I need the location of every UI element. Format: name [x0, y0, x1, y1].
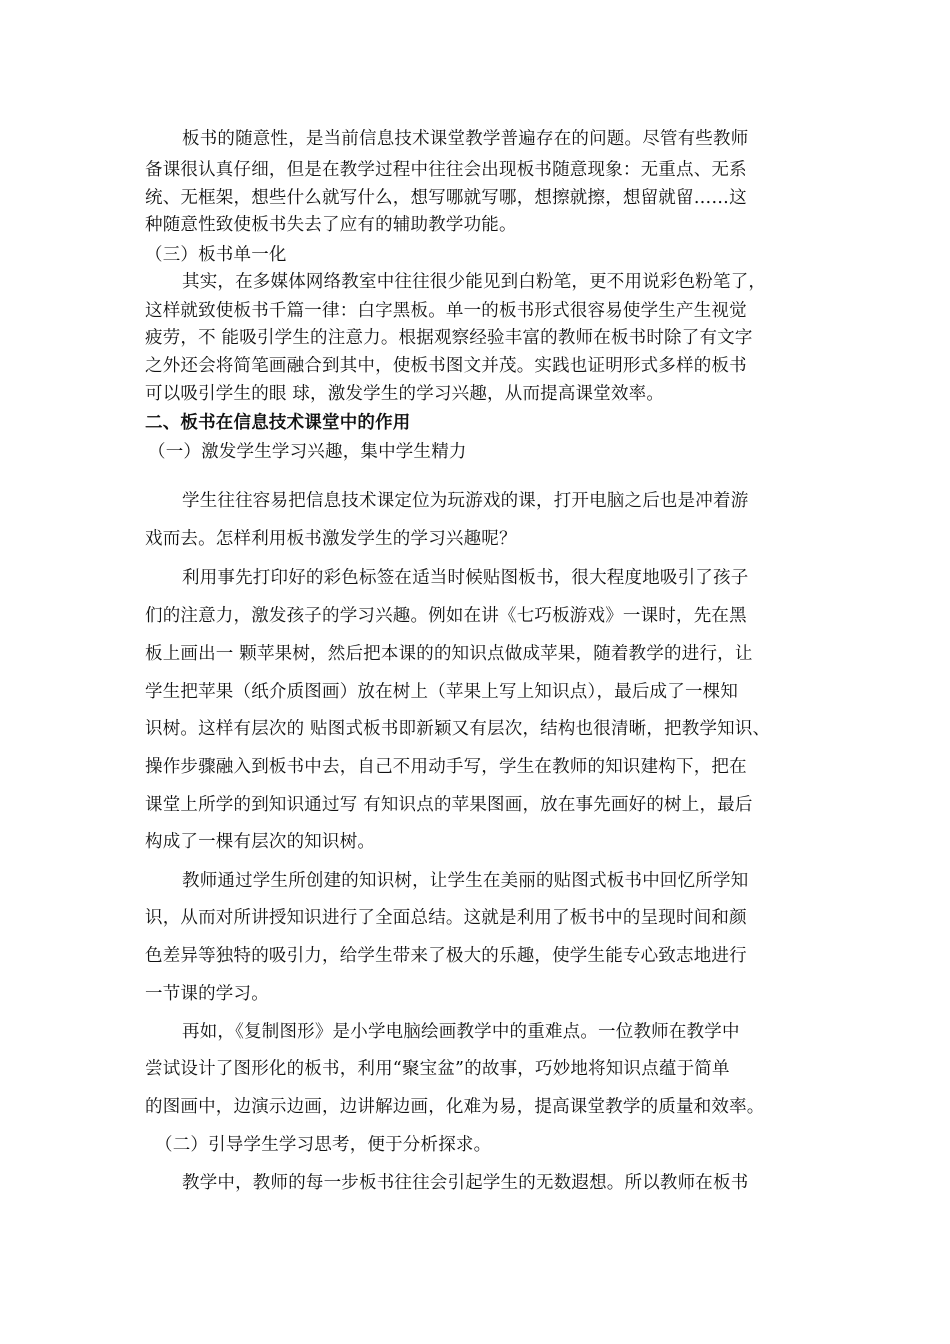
- paragraph-line: 操作步骤融入到板书中去，自己不用动手写，学生在教师的知识建构下，把在: [145, 757, 747, 777]
- paragraph-line: 之外还会将简笔画融合到其中，使板书图文并茂。实践也证明形式多样的板书: [145, 356, 747, 376]
- paragraph-line: 识，从而对所讲授知识进行了全面总结。这就是利用了板书中的呈现时间和颜: [145, 908, 747, 928]
- paragraph-line: 板上画出一 颗苹果树，然后把本课的的知识点做成苹果，随着教学的进行，让: [145, 644, 753, 664]
- paragraph-line: 利用事先打印好的彩色标签在适当时候贴图板书，很大程度地吸引了孩子: [182, 568, 749, 588]
- section-heading: （三）板书单一化: [145, 245, 287, 265]
- paragraph-line: 色差异等独特的吸引力，给学生带来了极大的乐趣，使学生能专心致志地进行: [145, 946, 747, 966]
- paragraph-line: 备课很认真仔细，但是在教学过程中往往会出现板书随意现象：无重点、无系: [145, 160, 747, 180]
- paragraph-line: 戏而去。怎样利用板书激发学生的学习兴趣呢？: [145, 529, 517, 549]
- paragraph-line: 可以吸引学生的眼 球，激发学生的学习兴趣，从而提高课堂效率。: [145, 384, 665, 404]
- chapter-heading: 二、板书在信息技术课堂中的作用: [145, 413, 411, 433]
- paragraph-line: 板书的随意性，是当前信息技术课堂教学普遍存在的问题。尽管有些教师: [182, 129, 749, 149]
- paragraph-line: 学生把苹果（纸介质图画）放在树上（苹果上写上知识点），最后成了一棵知: [145, 682, 739, 702]
- paragraph-line: 其实，在多媒体网络教室中往往很少能见到白粉笔，更不用说彩色粉笔了，: [182, 272, 767, 292]
- paragraph-line: 识树。这样有层次的 贴图式板书即新颖又有层次，结构也很清晰，把教学知识、: [145, 719, 771, 739]
- paragraph-line: 一节课的学习。: [145, 984, 269, 1004]
- paragraph-line: 课堂上所学的到知识通过写 有知识点的苹果图画，放在事先画好的树上，最后: [145, 795, 753, 815]
- paragraph-line: 教学中，教师的每一步板书往往会引起学生的无数遐想。所以教师在板书: [182, 1173, 749, 1193]
- section-heading: （一）激发学生学习兴趣，集中学生精力: [148, 442, 467, 462]
- paragraph-line: 统、无框架，想些什么就写什么，想写哪就写哪，想擦就擦，想留就留……这: [145, 188, 747, 208]
- paragraph-line: 教师通过学生所创建的知识树，让学生在美丽的贴图式板书中回忆所学知: [182, 871, 749, 891]
- paragraph-line: 种随意性致使板书失去了应有的辅助教学功能。: [145, 215, 517, 235]
- paragraph-line: 构成了一棵有层次的知识树。: [145, 832, 376, 852]
- paragraph-line: 的图画中，边演示边画，边讲解边画，化难为易，提高课堂教学的质量和效率。: [145, 1097, 765, 1117]
- paragraph-line: 疲劳，不 能吸引学生的注意力。根据观察经验丰富的教师在板书时除了有文字: [145, 328, 753, 348]
- paragraph-line: 这样就致使板书千篇一律：白字黑板。单一的板书形式很容易使学生产生视觉: [145, 301, 747, 321]
- paragraph-line: 尝试设计了图形化的板书，利用“聚宝盆”的故事，巧妙地将知识点蕴于简单: [145, 1059, 730, 1079]
- paragraph-line: 学生往往容易把信息技术课定位为玩游戏的课，打开电脑之后也是冲着游: [182, 491, 749, 511]
- section-heading: （二）引导学生学习思考，便于分析探求。: [155, 1135, 492, 1155]
- paragraph-line: 们的注意力，激发孩子的学习兴趣。例如在讲《七巧板游戏》一课时，先在黑: [145, 606, 747, 626]
- paragraph-line: 再如，《复制图形》是小学电脑绘画教学中的重难点。一位教师在教学中: [182, 1022, 740, 1042]
